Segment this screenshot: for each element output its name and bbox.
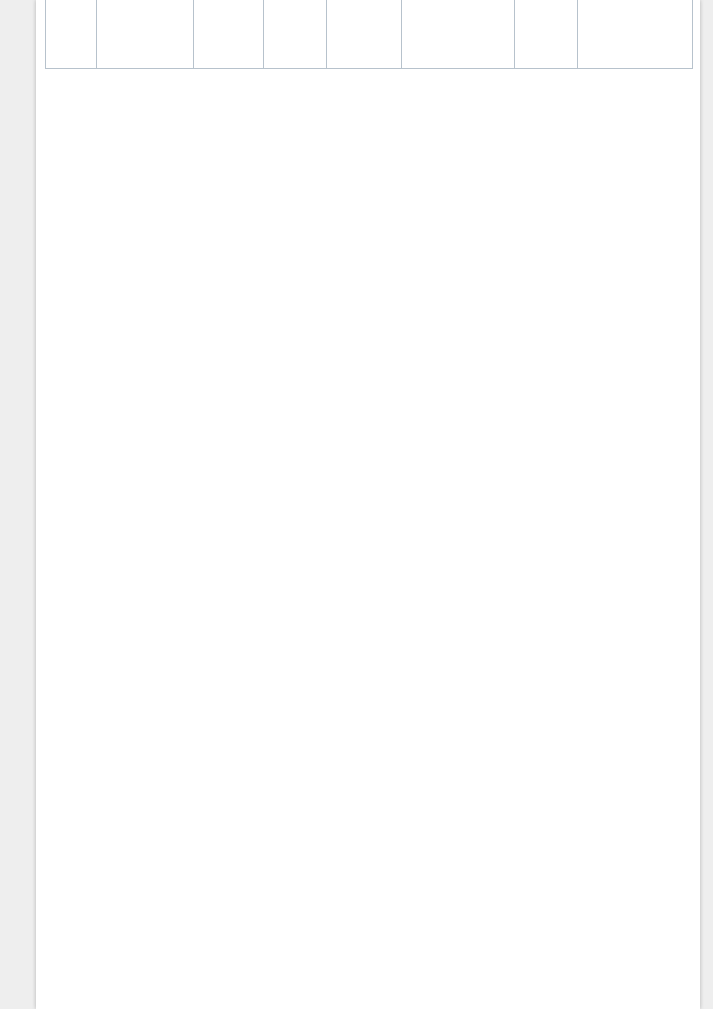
student-table-body (46, 0, 693, 69)
serial-cell (46, 0, 97, 69)
dob-gender-cell (194, 0, 264, 69)
group-cell (327, 0, 402, 69)
photo-cell (515, 0, 578, 69)
table-row (46, 0, 693, 69)
name-cell (97, 0, 194, 69)
remarks-cell (578, 0, 693, 69)
student-table (45, 0, 693, 69)
document-page (36, 0, 700, 1009)
roll-section-cell (264, 0, 327, 69)
subjects-cell (402, 0, 515, 69)
